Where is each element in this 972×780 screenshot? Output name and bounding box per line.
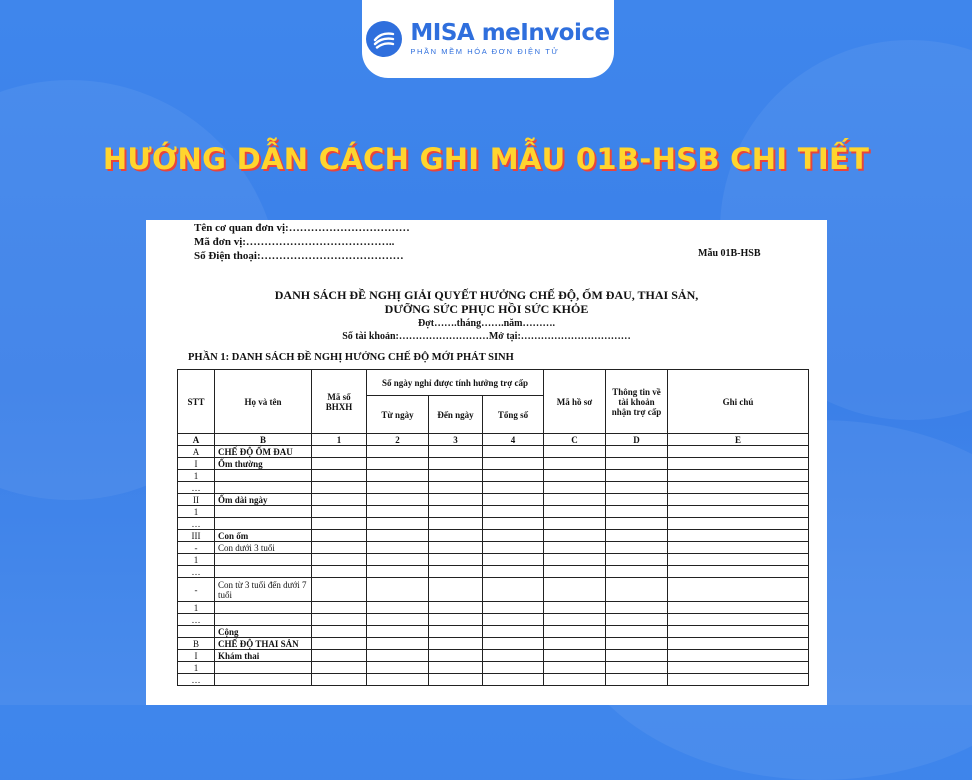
row-name — [215, 566, 312, 578]
brand-logo — [362, 0, 614, 78]
empty-cell — [544, 554, 606, 566]
empty-cell — [544, 626, 606, 638]
misa-logo-icon — [366, 21, 402, 57]
empty-cell — [367, 650, 429, 662]
table-row — [178, 554, 809, 566]
row-stt: I — [178, 650, 215, 662]
table-row — [178, 638, 809, 650]
col-header-account-info: Thông tin về tài khoản nhận trợ cấp — [606, 370, 668, 434]
row-stt: A — [178, 446, 215, 458]
empty-cell — [668, 674, 809, 686]
empty-cell — [606, 626, 668, 638]
brand-tagline: PHẦN MỀM HÓA ĐƠN ĐIỆN TỬ — [410, 47, 560, 57]
table-row — [178, 650, 809, 662]
empty-cell — [367, 662, 429, 674]
row-stt — [178, 626, 215, 638]
empty-cell — [483, 650, 544, 662]
empty-cell — [429, 626, 483, 638]
table-row — [178, 614, 809, 626]
row-stt: 1 — [178, 506, 215, 518]
table-row — [178, 674, 809, 686]
row-stt: - — [178, 578, 215, 602]
table-row — [178, 446, 809, 458]
empty-cell — [312, 494, 367, 506]
row-name: CHẾ ĐỘ THAI SẢN — [215, 638, 312, 650]
empty-cell — [483, 482, 544, 494]
empty-cell — [367, 602, 429, 614]
table-row — [178, 518, 809, 530]
empty-cell — [367, 470, 429, 482]
empty-cell — [367, 542, 429, 554]
part-title: PHẦN 1: DANH SÁCH ĐỀ NGHỊ HƯỞNG CHẾ ĐỘ MỚI PHÁT SINH — [188, 352, 514, 363]
empty-cell — [606, 446, 668, 458]
empty-cell — [367, 554, 429, 566]
col-header-to: Đến ngày — [429, 396, 483, 434]
empty-cell — [544, 494, 606, 506]
index-cell: D — [606, 434, 668, 446]
empty-cell — [544, 650, 606, 662]
empty-cell — [312, 650, 367, 662]
empty-cell — [544, 470, 606, 482]
empty-cell — [429, 518, 483, 530]
row-stt: … — [178, 482, 215, 494]
empty-cell — [668, 566, 809, 578]
empty-cell — [312, 458, 367, 470]
row-name: Cộng — [215, 626, 312, 638]
empty-cell — [367, 530, 429, 542]
empty-cell — [367, 482, 429, 494]
empty-cell — [312, 578, 367, 602]
table-row — [178, 494, 809, 506]
empty-cell — [668, 638, 809, 650]
row-name: Con dưới 3 tuổi — [215, 542, 312, 554]
index-cell: B — [215, 434, 312, 446]
empty-cell — [544, 662, 606, 674]
empty-cell — [606, 506, 668, 518]
col-header-stt: STT — [178, 370, 215, 434]
empty-cell — [429, 662, 483, 674]
empty-cell — [544, 530, 606, 542]
empty-cell — [312, 638, 367, 650]
row-name: Khám thai — [215, 650, 312, 662]
empty-cell — [367, 626, 429, 638]
table-row — [178, 470, 809, 482]
empty-cell — [312, 554, 367, 566]
empty-cell — [367, 458, 429, 470]
empty-cell — [483, 494, 544, 506]
row-name: Ốm dài ngày — [215, 494, 312, 506]
empty-cell — [668, 650, 809, 662]
empty-cell — [483, 554, 544, 566]
table-row — [178, 578, 809, 602]
empty-cell — [429, 614, 483, 626]
brand-name: MISA meInvoice — [410, 20, 610, 47]
form-document — [146, 220, 827, 705]
empty-cell — [483, 566, 544, 578]
page-headline: HƯỚNG DẪN CÁCH GHI MẪU 01B-HSB CHI TIẾT — [102, 142, 870, 176]
empty-cell — [367, 446, 429, 458]
index-cell: 2 — [367, 434, 429, 446]
table-row — [178, 662, 809, 674]
row-stt: … — [178, 566, 215, 578]
row-stt: I — [178, 458, 215, 470]
empty-cell — [668, 554, 809, 566]
table-row — [178, 566, 809, 578]
empty-cell — [606, 650, 668, 662]
empty-cell — [606, 578, 668, 602]
empty-cell — [367, 518, 429, 530]
empty-cell — [429, 602, 483, 614]
empty-cell — [367, 578, 429, 602]
index-cell: E — [668, 434, 809, 446]
row-stt: 1 — [178, 602, 215, 614]
empty-cell — [544, 518, 606, 530]
empty-cell — [544, 482, 606, 494]
row-name — [215, 470, 312, 482]
empty-cell — [544, 602, 606, 614]
empty-cell — [606, 602, 668, 614]
empty-cell — [312, 530, 367, 542]
empty-cell — [606, 674, 668, 686]
empty-cell — [429, 506, 483, 518]
row-stt: 1 — [178, 470, 215, 482]
empty-cell — [429, 638, 483, 650]
empty-cell — [483, 542, 544, 554]
form-code: Mẫu 01B-HSB — [698, 248, 761, 259]
empty-cell — [544, 446, 606, 458]
empty-cell — [606, 566, 668, 578]
empty-cell — [312, 626, 367, 638]
row-stt: B — [178, 638, 215, 650]
empty-cell — [483, 470, 544, 482]
empty-cell — [668, 506, 809, 518]
empty-cell — [312, 470, 367, 482]
empty-cell — [606, 614, 668, 626]
col-header-bhxh: Mã số BHXH — [312, 370, 367, 434]
col-header-total: Tổng số — [483, 396, 544, 434]
empty-cell — [367, 638, 429, 650]
empty-cell — [367, 674, 429, 686]
empty-cell — [668, 542, 809, 554]
empty-cell — [606, 458, 668, 470]
empty-cell — [544, 638, 606, 650]
empty-cell — [367, 614, 429, 626]
empty-cell — [606, 494, 668, 506]
empty-cell — [367, 566, 429, 578]
empty-cell — [668, 626, 809, 638]
empty-cell — [312, 506, 367, 518]
form-org-code: Mã đơn vị:………………………………….. — [194, 236, 395, 248]
empty-cell — [544, 566, 606, 578]
row-stt: … — [178, 674, 215, 686]
empty-cell — [668, 470, 809, 482]
empty-cell — [668, 530, 809, 542]
empty-cell — [483, 662, 544, 674]
row-stt: 1 — [178, 554, 215, 566]
empty-cell — [483, 506, 544, 518]
table-row — [178, 542, 809, 554]
empty-cell — [544, 674, 606, 686]
empty-cell — [544, 506, 606, 518]
empty-cell — [483, 458, 544, 470]
empty-cell — [483, 674, 544, 686]
empty-cell — [668, 662, 809, 674]
row-stt: III — [178, 530, 215, 542]
index-cell: C — [544, 434, 606, 446]
empty-cell — [606, 482, 668, 494]
empty-cell — [483, 518, 544, 530]
empty-cell — [429, 458, 483, 470]
empty-cell — [312, 614, 367, 626]
empty-cell — [483, 626, 544, 638]
empty-cell — [367, 494, 429, 506]
index-cell: 3 — [429, 434, 483, 446]
col-header-name: Họ và tên — [215, 370, 312, 434]
empty-cell — [668, 602, 809, 614]
form-org-name: Tên cơ quan đơn vị:…………………………… — [194, 222, 410, 234]
empty-cell — [312, 674, 367, 686]
empty-cell — [668, 518, 809, 530]
index-cell: A — [178, 434, 215, 446]
row-stt: … — [178, 614, 215, 626]
index-cell: 1 — [312, 434, 367, 446]
empty-cell — [483, 578, 544, 602]
row-name: Con từ 3 tuổi đến dưới 7 tuổi — [215, 578, 312, 602]
form-title: DANH SÁCH ĐỀ NGHỊ GIẢI QUYẾT HƯỞNG CHẾ ĐỘ, ỐM ĐAU, THAI SẢN, — [274, 288, 699, 302]
empty-cell — [544, 614, 606, 626]
form-title-line-2: DƯỠNG SỨC PHỤC HỒI SỨC KHỎE — [384, 302, 589, 316]
table-row — [178, 458, 809, 470]
row-name — [215, 482, 312, 494]
table-row — [178, 530, 809, 542]
row-name — [215, 614, 312, 626]
col-header-days-group: Số ngày nghỉ được tính hưởng trợ cấp — [367, 370, 544, 396]
empty-cell — [544, 578, 606, 602]
row-name — [215, 506, 312, 518]
index-cell: 4 — [483, 434, 544, 446]
empty-cell — [429, 494, 483, 506]
col-header-dossier: Mã hồ sơ — [544, 370, 606, 434]
empty-cell — [429, 566, 483, 578]
empty-cell — [606, 530, 668, 542]
empty-cell — [606, 662, 668, 674]
empty-cell — [483, 446, 544, 458]
col-header-note: Ghi chú — [668, 370, 809, 434]
empty-cell — [483, 614, 544, 626]
empty-cell — [606, 518, 668, 530]
empty-cell — [429, 446, 483, 458]
row-name — [215, 518, 312, 530]
empty-cell — [606, 542, 668, 554]
row-stt: - — [178, 542, 215, 554]
empty-cell — [429, 470, 483, 482]
empty-cell — [429, 650, 483, 662]
empty-cell — [483, 602, 544, 614]
empty-cell — [429, 578, 483, 602]
empty-cell — [483, 638, 544, 650]
row-name: Con ốm — [215, 530, 312, 542]
benefit-table — [177, 369, 809, 686]
table-row — [178, 626, 809, 638]
empty-cell — [312, 602, 367, 614]
row-name — [215, 602, 312, 614]
empty-cell — [668, 494, 809, 506]
form-period: Đợt…….tháng…….năm………. — [418, 318, 555, 329]
row-name — [215, 662, 312, 674]
empty-cell — [606, 470, 668, 482]
empty-cell — [312, 518, 367, 530]
empty-cell — [312, 482, 367, 494]
empty-cell — [668, 578, 809, 602]
row-stt: II — [178, 494, 215, 506]
empty-cell — [544, 458, 606, 470]
empty-cell — [429, 542, 483, 554]
empty-cell — [367, 506, 429, 518]
table-row — [178, 482, 809, 494]
form-bank-account: Số tài khoản:………………………Mở tại:…………………………… — [342, 331, 631, 342]
empty-cell — [668, 614, 809, 626]
table-row — [178, 506, 809, 518]
row-name — [215, 674, 312, 686]
empty-cell — [668, 446, 809, 458]
row-name: Ốm thường — [215, 458, 312, 470]
empty-cell — [429, 530, 483, 542]
empty-cell — [429, 554, 483, 566]
empty-cell — [312, 662, 367, 674]
empty-cell — [668, 458, 809, 470]
row-stt: … — [178, 518, 215, 530]
empty-cell — [312, 542, 367, 554]
empty-cell — [606, 554, 668, 566]
empty-cell — [483, 530, 544, 542]
table-row — [178, 602, 809, 614]
empty-cell — [606, 638, 668, 650]
row-name — [215, 554, 312, 566]
empty-cell — [544, 542, 606, 554]
empty-cell — [312, 566, 367, 578]
empty-cell — [429, 482, 483, 494]
form-phone: Số Điện thoại:………………………………… — [194, 250, 404, 262]
empty-cell — [312, 446, 367, 458]
row-stt: 1 — [178, 662, 215, 674]
col-header-from: Từ ngày — [367, 396, 429, 434]
empty-cell — [668, 482, 809, 494]
empty-cell — [429, 674, 483, 686]
row-name: CHẾ ĐỘ ỐM ĐAU — [215, 446, 312, 458]
